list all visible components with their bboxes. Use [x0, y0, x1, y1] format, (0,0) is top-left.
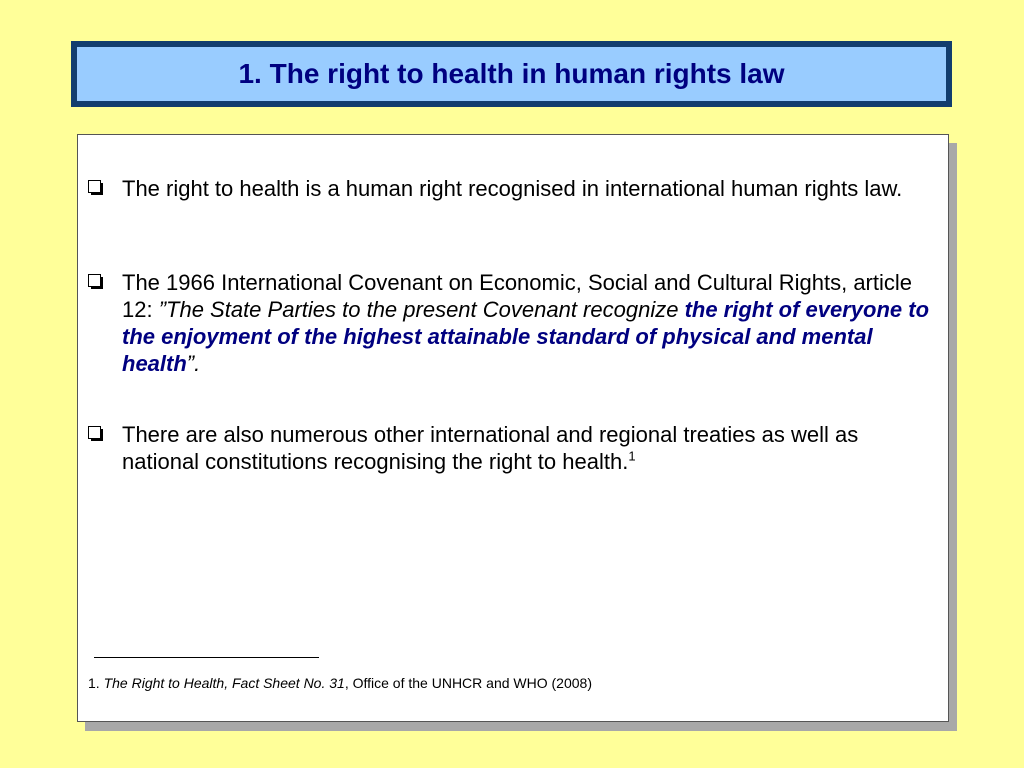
footnote-number: 1. [88, 675, 100, 691]
checkbox-bullet-icon [88, 426, 104, 442]
covenant-quote-emphasis: the right of everyone to the enjoyment of the highest attainable standard of physical and mental health [122, 297, 930, 376]
checkbox-bullet-icon [88, 180, 104, 196]
bullet-item-1 [88, 175, 938, 202]
content-box [77, 134, 949, 722]
footnote-reference: 1 [628, 448, 636, 464]
checkbox-bullet-icon [88, 274, 104, 290]
bullet-item-3 [88, 421, 938, 475]
covenant-quote-close: ”. [186, 351, 201, 376]
covenant-intro: The 1966 International Covenant on Economic, Social and Cultural Rights, article 12: [122, 270, 913, 322]
bullet-text-3 [122, 421, 938, 475]
title-frame [71, 41, 952, 107]
treaties-text: There are also numerous other international and regional treaties as well as national constitutions recognising the right to health. [122, 422, 859, 474]
title-banner [77, 47, 946, 101]
footnote-source-rest: , Office of the UNHCR and WHO (2008) [344, 675, 592, 691]
covenant-quote-open: ”The State Parties to the present Covenant recognize [158, 297, 685, 322]
footnote-source-title: The Right to Health, Fact Sheet No. 31 [103, 675, 345, 691]
footnote-divider [94, 657, 319, 658]
bullet-text-2 [122, 269, 938, 377]
bullet-item-2 [88, 269, 938, 377]
footnote [88, 675, 592, 691]
slide-title: 1. The right to health in human rights law [238, 58, 785, 89]
bullet-text-1: The right to health is a human right recognised in international human rights law. [122, 176, 903, 201]
